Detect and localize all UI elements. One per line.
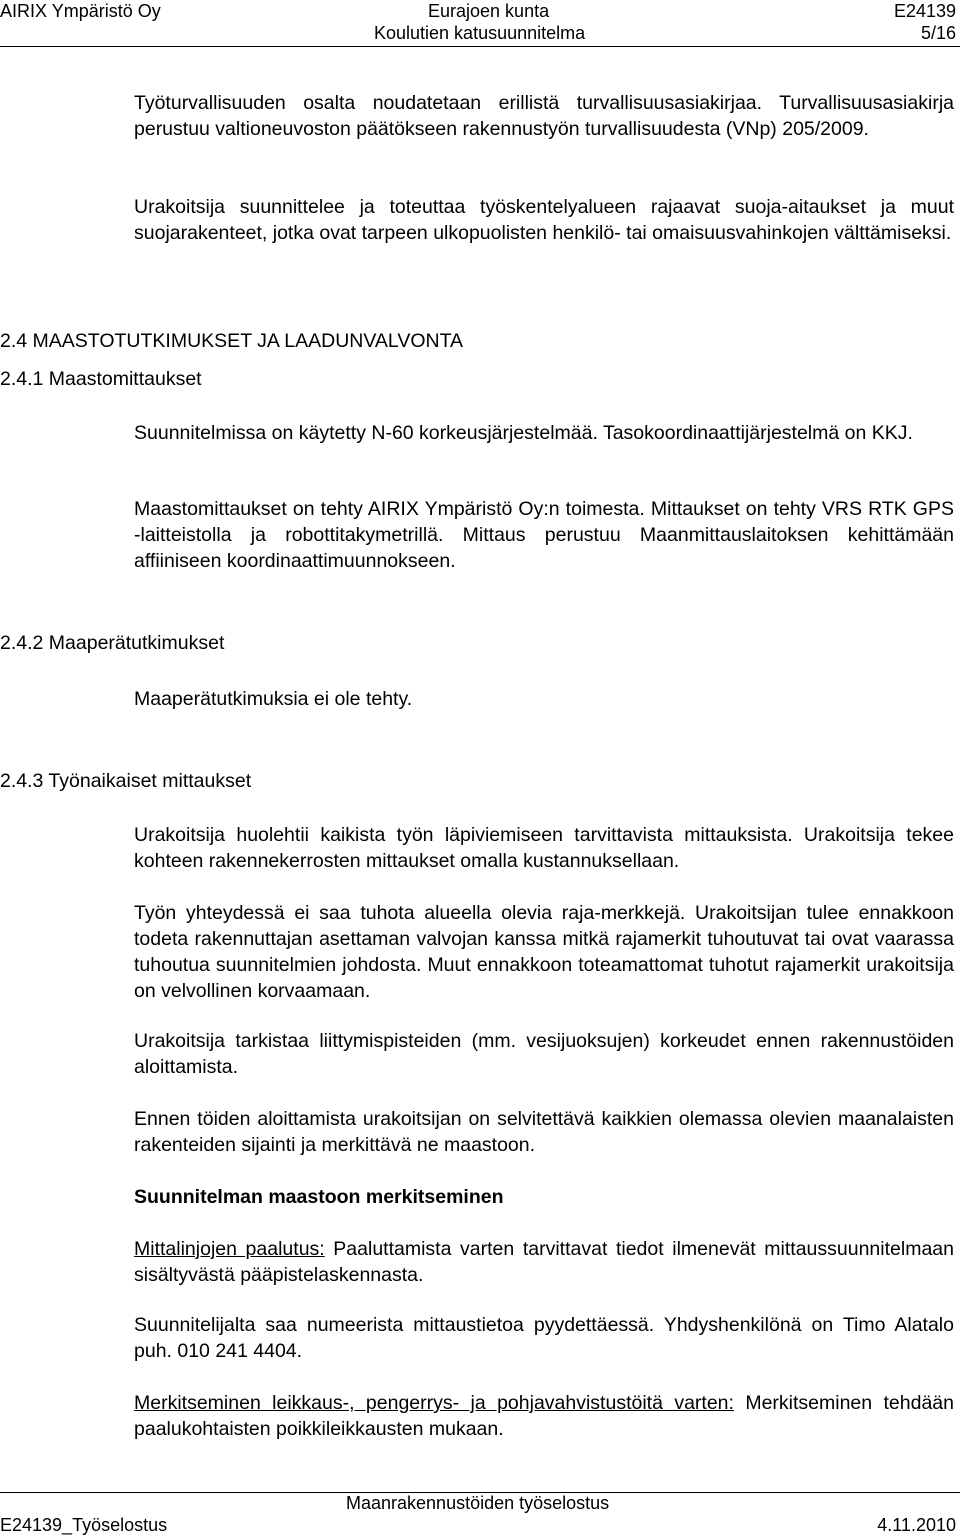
heading-2-4: 2.4 MAASTOTUTKIMUKSET JA LAADUNVALVONTA	[0, 330, 464, 352]
paragraph-boundary-markers: Työn yhteydessä ei saa tuhota alueella olevia raja-merkkejä. Urakoitsijan tulee ennakkoon todeta rakennuttajan asettaman valvojan kanssa mitkä rajamerkit tuhoutuvat tai ovat vaarassa tuhoutua suunnitelmien johdosta. Muut ennakkoon toteamattomat tuhotut rajamerkit urakoitsija on velvollinen korvaamaan.	[134, 902, 954, 1002]
cut-fill-label: Merkitseminen leikkaus-, pengerrys- ja pohjavahvistustöitä varten:	[134, 1392, 734, 1414]
header-page-number: 5/16	[920, 23, 956, 43]
header-municipality: Eurajoen kunta	[428, 1, 550, 21]
paragraph-cut-fill-marking	[134, 1390, 954, 1442]
paragraph-contact-person: Suunnitelijalta saa numeerista mittaustietoa pyydettäessä. Yhdyshenkilönä on Timo Alatalo puh. 010 241 4404.	[134, 1314, 954, 1362]
paragraph-staking	[134, 1236, 954, 1288]
paragraph-soil-studies: Maaperätutkimuksia ei ole tehty.	[134, 688, 413, 710]
header-rule	[0, 46, 960, 47]
page-footer	[0, 1492, 960, 1538]
cut-fill-text: Merkitseminen tehdään paalukohtaisten poikkileikkausten mukaan.	[134, 1392, 954, 1440]
footer-doc-id: E24139_Työselostus	[0, 1515, 168, 1535]
header-company: AIRIX Ympäristö Oy	[0, 1, 161, 21]
heading-marking: Suunnitelman maastoon merkitseminen	[134, 1186, 504, 1208]
heading-2-4-1: 2.4.1 Maastomittaukset	[0, 368, 202, 390]
header-doc-title: Koulutien katusuunnitelma	[374, 23, 586, 43]
paragraph-safety-document: Työturvallisuuden osalta noudatetaan erillistä turvallisuusasiakirjaa. Turvallisuusasiakirja perustuu valtioneuvoston päätökseen rakennustyön turvallisuudesta (VNp) 205/2009.	[134, 92, 954, 140]
paragraph-connection-points: Urakoitsija tarkistaa liittymispisteiden (mm. vesijuoksujen) korkeudet ennen rakennustöiden aloittamista.	[134, 1030, 954, 1078]
staking-text: Paaluttamista varten tarvittavat tiedot ilmenevät mittaussuunnitelmaan sisältyvästä pääpistelaskennasta.	[134, 1238, 954, 1286]
paragraph-field-surveys: Maastomittaukset on tehty AIRIX Ympäristö Oy:n toimesta. Mittaukset on tehty VRS RTK GPS -laitteistolla ja robottitakymetrillä. Mittaus perustuu Maanmittauslaitoksen kehittämään affiiniseen koordinaattimuunnokseen.	[134, 498, 954, 572]
header-project-code: E24139	[893, 1, 956, 21]
paragraph-protective-fences: Urakoitsija suunnittelee ja toteuttaa työskentelyalueen rajaavat suoja-aitaukset ja muut suojarakenteet, jotka ovat tarpeen ulkopuolisten henkilö- tai omaisuusvahinkojen välttämiseksi.	[134, 196, 954, 244]
footer-center-title: Maanrakennustöiden työselostus	[346, 1493, 610, 1513]
heading-2-4-3: 2.4.3 Työnaikaiset mittaukset	[0, 770, 252, 792]
footer-date: 4.11.2010	[877, 1515, 956, 1535]
paragraph-coordinate-systems: Suunnitelmissa on käytetty N-60 korkeusjärjestelmää. Tasokoordinaattijärjestelmä on KKJ.	[134, 422, 913, 444]
paragraph-contractor-measurements: Urakoitsija huolehtii kaikista työn läpiviemiseen tarvittavista mittauksista. Urakoitsija tekee kohteen rakennekerrosten mittaukset omalla kustannuksellaan.	[134, 824, 954, 872]
staking-label: Mittalinjojen paalutus:	[134, 1238, 325, 1260]
heading-2-4-2: 2.4.2 Maaperätutkimukset	[0, 632, 225, 654]
page-header	[0, 0, 960, 48]
paragraph-underground-structures: Ennen töiden aloittamista urakoitsijan on selvitettävä kaikkien olemassa olevien maanalaisten rakenteiden sijainti ja merkittävä ne maastoon.	[134, 1108, 954, 1156]
